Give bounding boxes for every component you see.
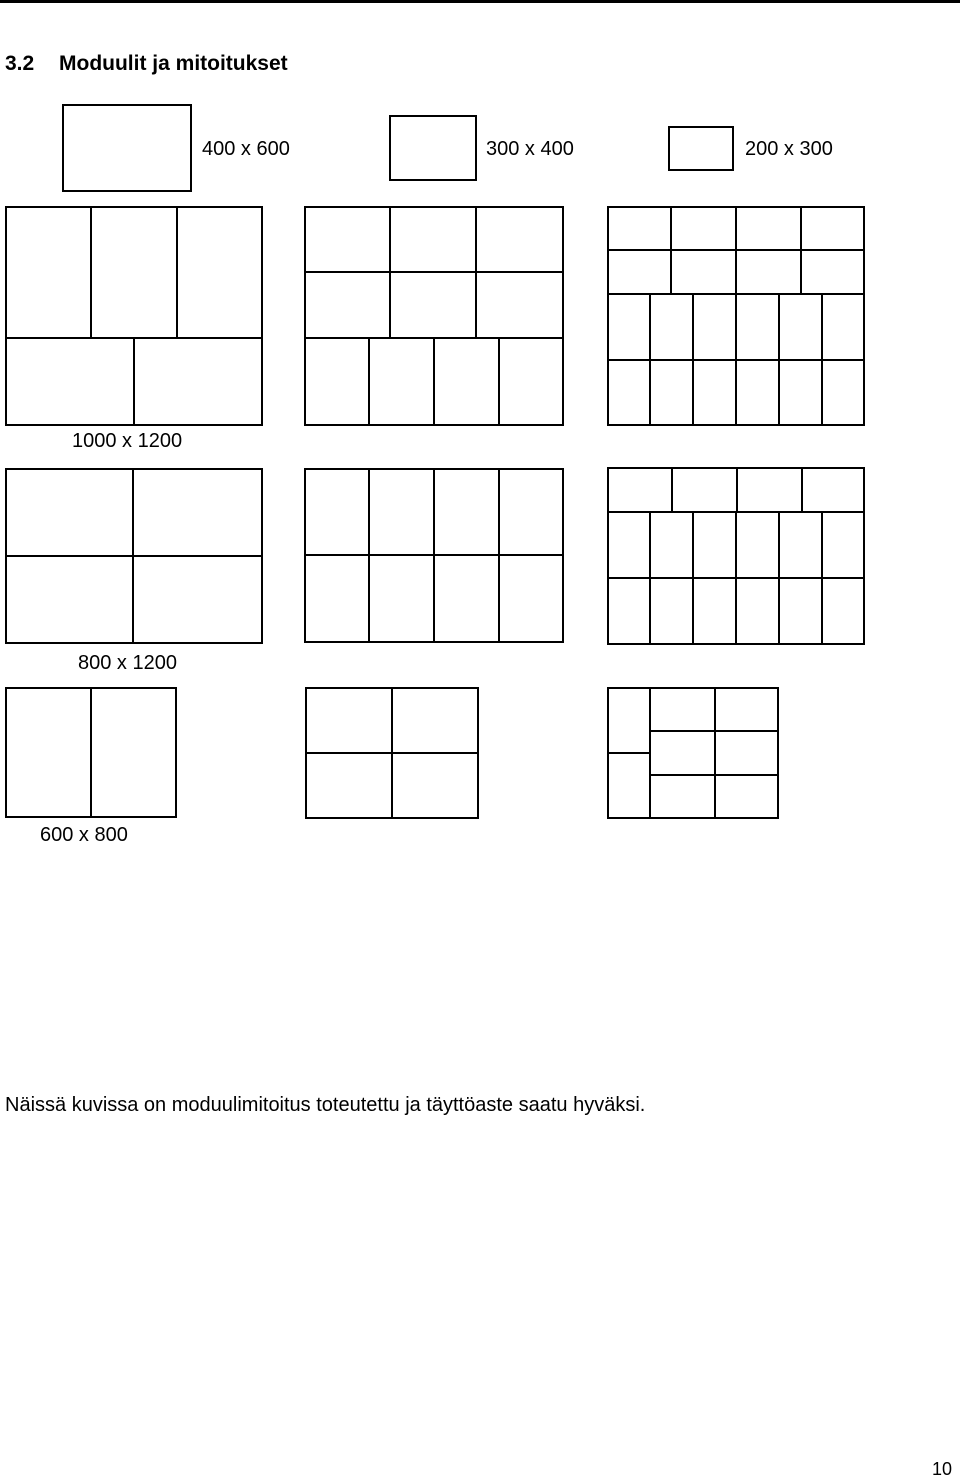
pallet-600x800-module-400x600 xyxy=(5,687,177,818)
module-box-200x300 xyxy=(668,126,734,171)
pallet-800x1200-module-400x600 xyxy=(5,468,263,644)
module-label-400x600: 400 x 600 xyxy=(202,138,290,160)
module-label-200x300: 200 x 300 xyxy=(745,138,833,160)
section-heading xyxy=(5,50,288,78)
module-grid-lines xyxy=(305,687,479,819)
module-box-300x400 xyxy=(389,115,477,181)
pallet-label-1000x1200: 1000 x 1200 xyxy=(72,430,183,452)
section-number: 3.2 xyxy=(5,52,35,75)
top-rule xyxy=(0,0,960,3)
section-title: Moduulit ja mitoitukset xyxy=(59,52,288,75)
module-grid-lines xyxy=(5,468,263,644)
pallet-600x800-module-300x400 xyxy=(305,687,479,819)
module-grid-lines xyxy=(304,206,564,426)
pallet-800x1200-module-300x400 xyxy=(304,468,564,643)
figure-caption: Näissä kuvissa on moduulimitoitus toteutettu ja täyttöaste saatu hyväksi. xyxy=(5,1094,646,1116)
module-box-400x600 xyxy=(62,104,192,192)
module-label-300x400: 300 x 400 xyxy=(486,138,574,160)
pallet-1000x1200-module-200x300 xyxy=(607,206,865,426)
module-grid-lines xyxy=(304,468,564,643)
pallet-label-800x1200: 800 x 1200 xyxy=(78,652,177,674)
module-grid-lines xyxy=(607,206,865,426)
pallet-label-600x800: 600 x 800 xyxy=(40,824,128,846)
pallet-1000x1200-module-300x400 xyxy=(304,206,564,426)
module-grid-lines xyxy=(5,206,263,426)
pallet-1000x1200-module-400x600 xyxy=(5,206,263,426)
page-number: 10 xyxy=(932,1459,953,1479)
module-grid-lines xyxy=(607,687,779,819)
module-grid-lines xyxy=(5,687,177,818)
module-grid-lines xyxy=(607,467,865,645)
pallet-600x800-module-200x300 xyxy=(607,687,779,819)
pallet-800x1200-module-200x300 xyxy=(607,467,865,645)
